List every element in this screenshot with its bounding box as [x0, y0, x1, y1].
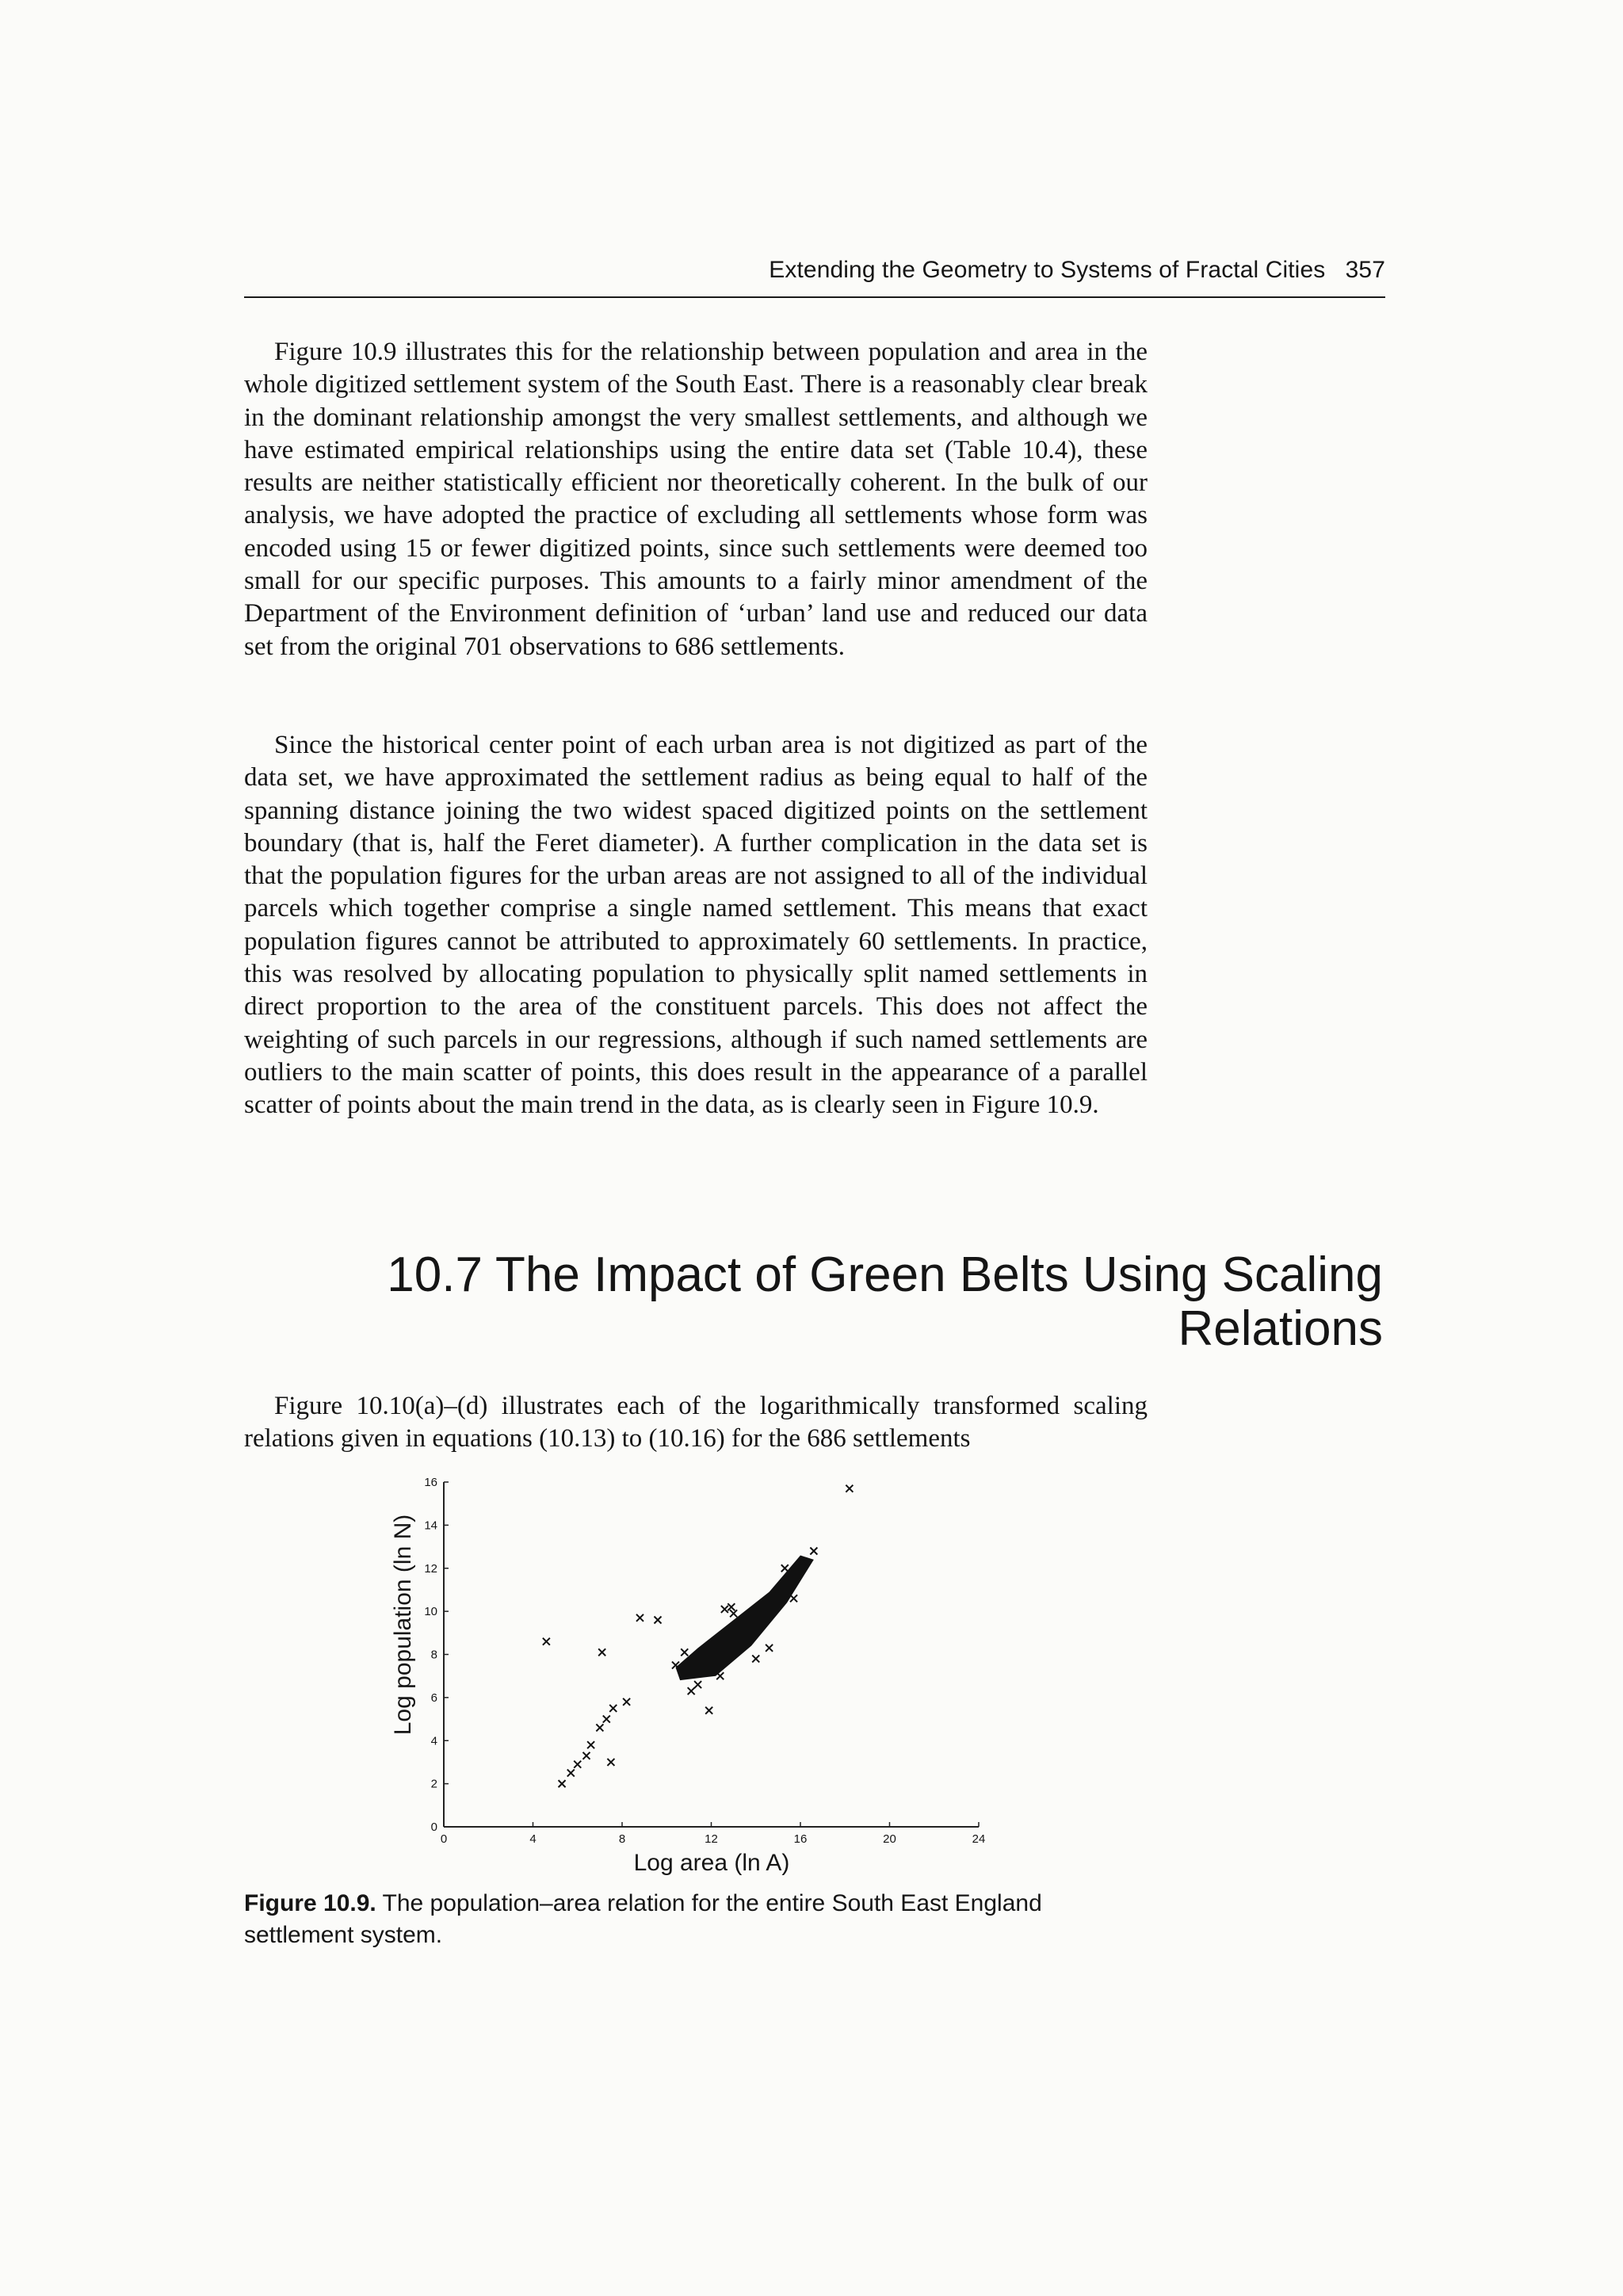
page-number: 357	[1345, 257, 1385, 283]
section-heading	[372, 1248, 1383, 1356]
data-point	[559, 1780, 566, 1787]
dense-point-cluster	[676, 1555, 814, 1680]
data-point	[721, 1606, 728, 1613]
data-point	[598, 1648, 605, 1656]
scatter-chart	[380, 1466, 1014, 1878]
y-tick-label: 14	[424, 1519, 437, 1533]
chart-points	[543, 1485, 854, 1787]
y-tick-label: 8	[430, 1648, 437, 1662]
x-tick-label: 20	[883, 1832, 896, 1846]
y-axis-label: Log population (ln N)	[390, 1514, 416, 1736]
y-tick-label: 12	[424, 1561, 437, 1576]
paragraph-3: Figure 10.10(a)–(d) illustrates each of the logarithmically transformed scaling relations given in equations (10.13) to (10.16) for the 686 settlements	[244, 1392, 1148, 1454]
paragraph-2-block	[244, 729, 1148, 1122]
data-point	[655, 1617, 662, 1624]
data-point	[603, 1716, 610, 1723]
data-point	[781, 1564, 789, 1572]
header-rule	[244, 296, 1385, 298]
data-point	[587, 1741, 594, 1748]
data-point	[730, 1610, 737, 1617]
data-point	[846, 1485, 853, 1492]
x-tick-label: 24	[972, 1832, 986, 1846]
figure-caption-text: The population–area relation for the entire South East England settlement system.	[244, 1890, 1042, 1948]
running-title: Extending the Geometry to Systems of Fractal Cities	[769, 257, 1326, 283]
data-point	[752, 1655, 759, 1662]
y-tick-label: 2	[430, 1777, 437, 1791]
y-tick-label: 16	[424, 1476, 437, 1489]
data-point	[609, 1705, 617, 1712]
data-point	[623, 1698, 630, 1706]
x-tick-label: 16	[793, 1832, 808, 1846]
figure-label: Figure 10.9.	[244, 1890, 376, 1916]
data-point	[766, 1645, 773, 1652]
x-axis-label: Log area (ln A)	[633, 1850, 790, 1876]
data-point	[636, 1614, 643, 1622]
data-point	[607, 1759, 614, 1766]
paragraph-3-block	[244, 1390, 1148, 1456]
paragraph-2: Since the historical center point of each urban area is not digitized as part of the data set, we have approximated the settlement radius as being equal to half of the spanning distance joining the two widest spaced digitized points on the settlement boundary (that is, half the Feret diameter). A further complication in the data set is that the population figures for the urban areas are not assigned to all of the individual parcels which together comprise a single named settlement. This means that exact population figures cannot be attributed to approximately 60 settlements. In practice, this was resolved by allocating population to physically split named settlements in direct proportion to the area of the constituent parcels. This does not affect the weighting of such parcels in our regressions, although if such named settlements are outliers to the main scatter of points, this does result in the appearance of a parallel scatter of points about the main trend in the data, as is clearly seen in Figure 10.9.	[244, 731, 1148, 1120]
x-tick-label: 12	[705, 1832, 718, 1846]
section-title: The Impact of Green Belts Using Scaling Relations	[495, 1247, 1383, 1356]
y-tick-label: 6	[430, 1690, 437, 1705]
x-tick-label: 4	[529, 1832, 537, 1846]
y-tick-label: 4	[430, 1734, 437, 1748]
running-head	[244, 257, 1385, 284]
y-tick-label: 10	[424, 1605, 437, 1619]
x-tick-label: 0	[440, 1832, 448, 1846]
section-number: 10.7	[387, 1247, 483, 1302]
y-tick-label: 0	[430, 1820, 437, 1834]
paragraph-1: Figure 10.9 illustrates this for the relationship between population and area in the whole digitized settlement system of the South East. There is a reasonably clear break in the dominant relationship amongst the very smallest settlements, and although we have estimated empirical relationships using the entire data set (Table 10.4), these results are neither statistically efficient nor theoretically coherent. In the bulk of our analysis, we have adopted the practice of excluding all settlements whose form was encoded using 15 or fewer digitized points, since such settlements were deemed too small for our specific purposes. This amounts to a fairly minor amendment of the Department of the Environment definition of ‘urban’ land use and reduced our data set from the original 701 observations to 686 settlements.	[244, 338, 1148, 661]
data-point	[705, 1707, 712, 1714]
data-point	[790, 1595, 797, 1602]
data-point	[810, 1548, 817, 1555]
figure-caption	[244, 1888, 1116, 1951]
paragraph-1-block	[244, 336, 1148, 663]
data-point	[567, 1770, 575, 1777]
x-tick-label: 8	[618, 1832, 626, 1846]
data-point	[688, 1687, 695, 1694]
data-point	[583, 1752, 590, 1759]
data-point	[574, 1761, 581, 1768]
data-point	[596, 1724, 603, 1731]
data-point	[681, 1648, 688, 1656]
data-point	[694, 1681, 701, 1688]
data-point	[543, 1638, 550, 1645]
data-point	[716, 1672, 724, 1679]
data-point	[727, 1603, 735, 1610]
